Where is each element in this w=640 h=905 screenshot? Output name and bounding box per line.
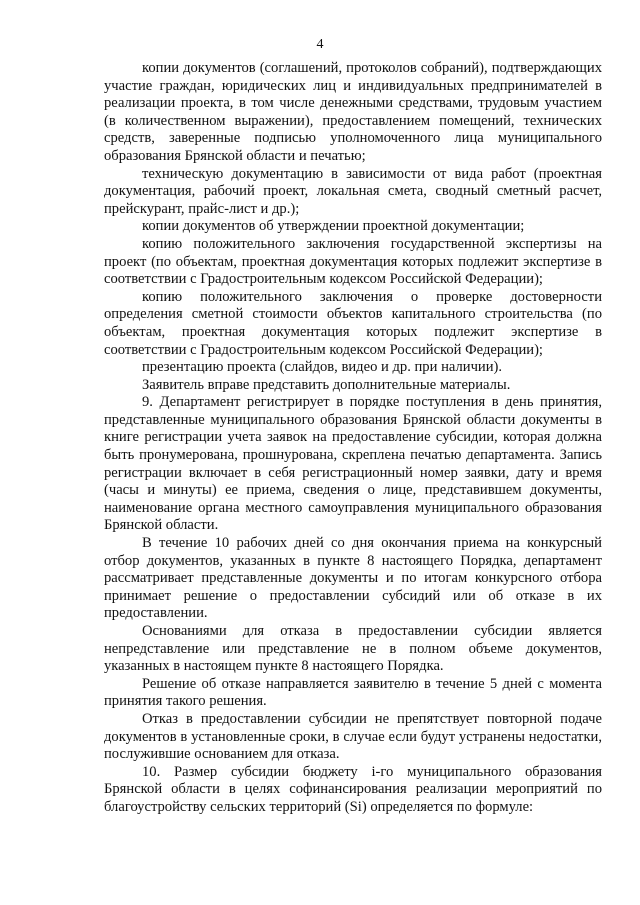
paragraph-7: Заявитель вправе представить дополнительные материалы. [142, 376, 511, 393]
paragraph-11: Решение об отказе направляется заявителю в течение 5 дней с момента принятия такого решения. [104, 675, 602, 710]
paragraph-3: копии документов об утверждении проектной документации; [142, 218, 525, 235]
paragraph-10: Основаниями для отказа в предоставлении субсидии является непредставление или представление не в полном объеме документов, указанных в настоящем пункте 8 настоящего Порядка. [104, 623, 602, 675]
paragraph-6: презентацию проекта (слайдов, видео и др. при наличии). [142, 359, 503, 376]
paragraph-1: копии документов (соглашений, протоколов собраний), подтверждающих участие граждан, юридических лиц и индивидуальных предпринимателей в реализации проекта, в том числе денежными средствами, трудовым участием (в количественном выражении), предоставлением помещений, технических средств, заверенные подписью уполномоченного лица муниципального образования Брянской области и печатью; [104, 60, 602, 164]
paragraph-5: копию положительного заключения о проверке достоверности определения сметной стоимости объектов капитального строительства (по объектам, проектная документация которых подлежит экспертизе в соответствии с Градостроительным кодексом Российской Федерации); [104, 288, 602, 358]
paragraph-4: копию положительного заключения государственной экспертизы на проект (по объектам, проектная документация которых подлежит экспертизе в соответствии с Градостроительным кодексом Российской Федерации); [104, 235, 602, 288]
document-body [104, 60, 602, 817]
paragraph-13: 10. Размер субсидии бюджету i-го муниципального образования Брянской области в целях софинансирования реализации мероприятий по благоустройству сельских территорий (Si) определяется по формуле: [104, 763, 602, 815]
page-number: 4 [316, 37, 324, 52]
paragraph-2: техническую документацию в зависимости от вида работ (проектная документация, рабочий проект, локальная смета, сводный сметный расчет, прейскурант, прайс-лист и др.); [104, 165, 602, 217]
paragraph-8: 9. Департамент регистрирует в порядке поступления в день принятия, представленные муниципального образования Брянской области документы в книге регистрации учета заявок на предоставление субсидии, которая должна быть пронумерована, прошнурована, скреплена печатью департамента. Запись регистрации включает в себя регистрационный номер заявки, дату и время (часы и минуты) ее приема, сведения о лице, представившем документы, наименование органа местного самоуправления муниципального образования Брянской области. [104, 394, 602, 534]
paragraph-12: Отказ в предоставлении субсидии не препятствует повторной подаче документов в установленные сроки, в случае если будут устранены недостатки, послужившие основанием для отказа. [104, 710, 602, 763]
paragraph-9: В течение 10 рабочих дней со дня окончания приема на конкурсный отбор документов, указанных в пункте 8 настоящего Порядка, департамент рассматривает представленные документы и по итогам конкурсного отбора принимает решение о предоставлении субсидий или об отказе в их предоставлении. [104, 535, 602, 622]
